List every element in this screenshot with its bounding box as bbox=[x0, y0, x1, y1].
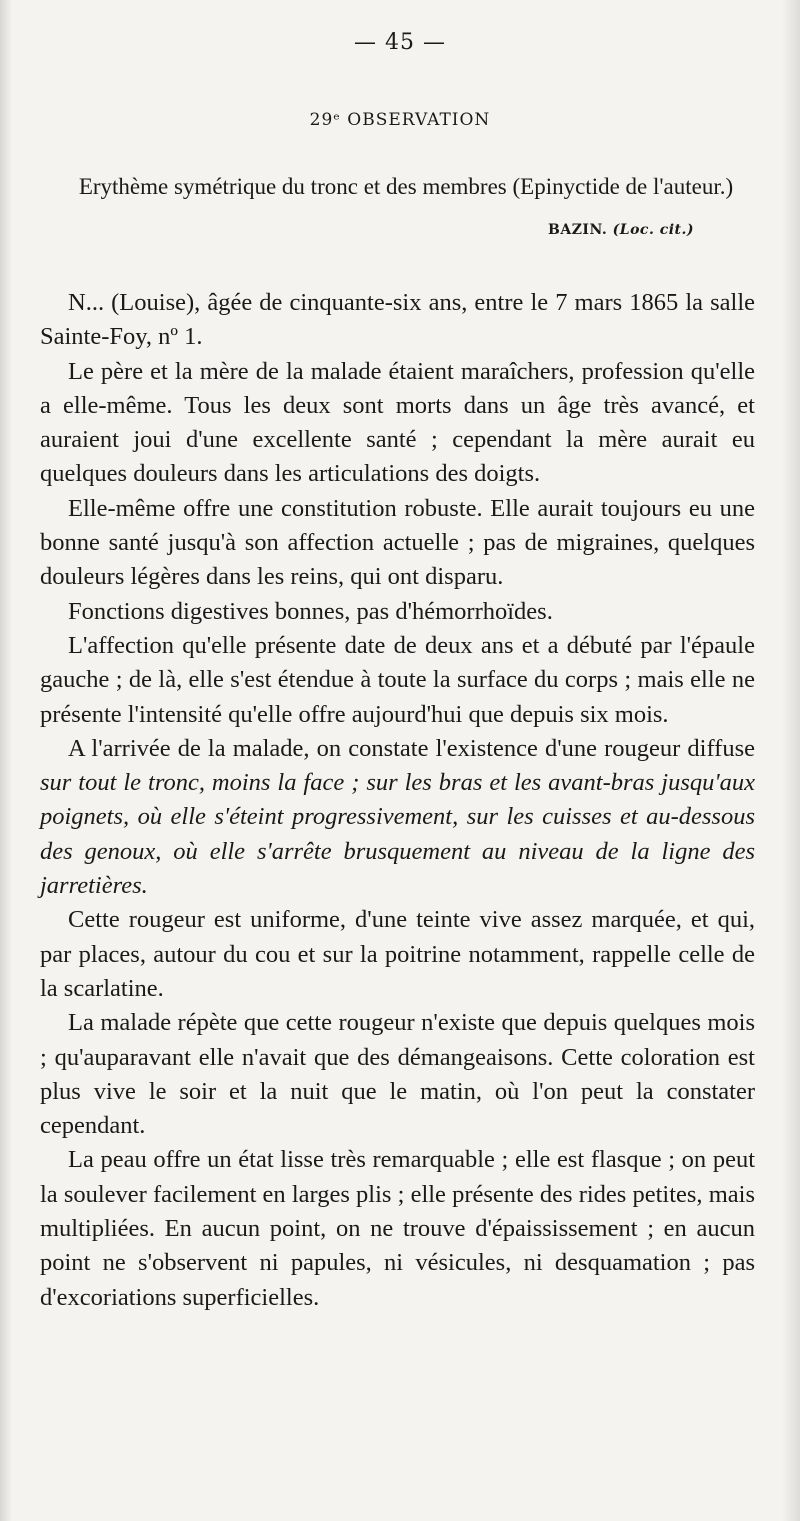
attribution bbox=[548, 222, 694, 238]
paragraph-italic: sur tout le tronc, moins la face ; sur les bras et les avant-bras jusqu'aux poignets, où elle s'éteint progressivement, sur les cuisses et au-dessous des genoux, où elle s'arrête brusquement au niveau de la ligne des jarretières. bbox=[40, 769, 755, 900]
paragraph: La malade répète que cette rougeur n'existe que depuis quelques mois ; qu'auparavant elle n'avait que des démangeaisons. Cette coloration est plus vive le soir et la nuit que le matin, où l'on peut la constater cependant. bbox=[40, 1009, 755, 1140]
paragraph: Fonctions digestives bonnes, pas d'hémorrhoïdes. bbox=[68, 597, 553, 625]
paragraph: Le père et la mère de la malade étaient maraîchers, profession qu'elle a elle-même. Tous les deux sont morts dans un âge très avancé, et auraient joui d'une excellente santé ; cependant la mère aurait eu quelques douleurs dans les articulations des doigts. bbox=[40, 357, 755, 488]
page-edge-left bbox=[0, 0, 12, 1521]
case-heading: Erythème symétrique du tronc et des membres (Epinyctide de l'auteur.) bbox=[78, 174, 734, 199]
attribution-ref: (Loc. cit.) bbox=[612, 222, 695, 238]
page-number: — 45 — bbox=[354, 30, 446, 55]
observation-title: 29ᵉ OBSERVATION bbox=[309, 110, 491, 130]
paragraph: Elle-même offre une constitution robuste. Elle aurait toujours eu une bonne santé jusqu'à son affection actuelle ; pas de migraines, quelques douleurs légères dans les reins, qui ont disparu. bbox=[40, 494, 755, 591]
paragraph: N... (Louise), âgée de cinquante-six ans, entre le 7 mars 1865 la salle Sainte-Foy, nº 1. bbox=[40, 289, 755, 351]
paragraph: Cette rougeur est uniforme, d'une teinte vive assez marquée, et qui, par places, autour du cou et sur la poitrine notamment, rappelle celle de la scarlatine. bbox=[40, 906, 755, 1002]
body-text bbox=[40, 286, 755, 1315]
paragraph-lead: A l'arrivée de la malade, on constate l'existence d'une rougeur diffuse bbox=[68, 734, 755, 762]
attribution-author: BAZIN. bbox=[548, 222, 608, 238]
page-edge-right bbox=[782, 0, 800, 1521]
paragraph: La peau offre un état lisse très remarquable ; elle est flasque ; on peut la soulever facilement en larges plis ; elle présente des rides petites, mais multipliées. En aucun point, on ne trouve d'épaississement ; en aucun point ne s'observent ni papules, ni vésicules, ni desquamation ; pas d'excoriations superficielles. bbox=[40, 1146, 755, 1311]
paragraph: L'affection qu'elle présente date de deux ans et a débuté par l'épaule gauche ; de là, elle s'est étendue à toute la surface du corps ; mais elle ne présente l'intensité qu'elle offre aujourd'hui que depuis six mois. bbox=[40, 631, 755, 728]
paragraph-with-italic bbox=[40, 732, 755, 903]
